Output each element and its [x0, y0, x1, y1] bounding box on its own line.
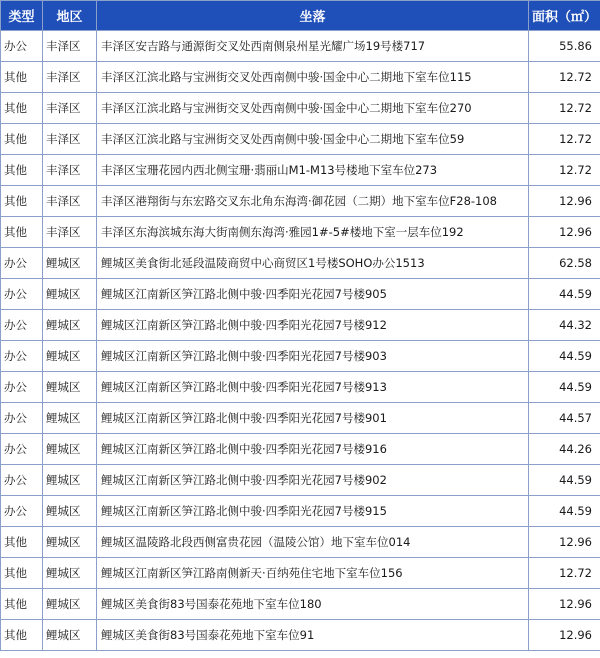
cell-address: 鲤城区美食街83号国泰花苑地下室车位180 — [97, 589, 529, 620]
cell-area: 鲤城区 — [43, 279, 97, 310]
cell-size: 44.59 — [529, 372, 600, 403]
cell-size: 44.59 — [529, 496, 600, 527]
cell-size: 12.72 — [529, 124, 600, 155]
cell-area: 鲤城区 — [43, 527, 97, 558]
header-size: 面积（㎡） — [529, 1, 600, 31]
cell-address: 鲤城区江南新区笋江路北侧中骏·四季阳光花园7号楼912 — [97, 310, 529, 341]
cell-address: 鲤城区江南新区笋江路北侧中骏·四季阳光花园7号楼913 — [97, 372, 529, 403]
table-row — [1, 62, 600, 93]
table-row — [1, 279, 600, 310]
cell-type: 办公 — [1, 403, 43, 434]
cell-type: 其他 — [1, 558, 43, 589]
table-row — [1, 124, 600, 155]
table-row — [1, 372, 600, 403]
cell-size: 12.96 — [529, 186, 600, 217]
cell-area: 鲤城区 — [43, 558, 97, 589]
header-type: 类型 — [1, 1, 43, 31]
cell-size: 44.32 — [529, 310, 600, 341]
cell-address: 鲤城区江南新区笋江路北侧中骏·四季阳光花园7号楼915 — [97, 496, 529, 527]
cell-type: 办公 — [1, 372, 43, 403]
cell-area: 鲤城区 — [43, 372, 97, 403]
cell-area: 丰泽区 — [43, 93, 97, 124]
cell-type: 其他 — [1, 589, 43, 620]
table-body — [1, 31, 600, 651]
cell-area: 鲤城区 — [43, 620, 97, 651]
cell-address: 丰泽区东海滨城东海大街南侧东海湾·雅园1#-5#楼地下室一层车位192 — [97, 217, 529, 248]
cell-type: 其他 — [1, 217, 43, 248]
table-row — [1, 31, 600, 62]
cell-address: 丰泽区江滨北路与宝洲街交叉处西南侧中骏·国金中心二期地下室车位115 — [97, 62, 529, 93]
cell-size: 12.96 — [529, 217, 600, 248]
table-row — [1, 403, 600, 434]
header-area: 地区 — [43, 1, 97, 31]
cell-type: 办公 — [1, 248, 43, 279]
cell-address: 鲤城区温陵路北段西侧富贵花园（温陵公馆）地下室车位014 — [97, 527, 529, 558]
cell-size: 12.72 — [529, 558, 600, 589]
cell-area: 鲤城区 — [43, 341, 97, 372]
cell-size: 44.59 — [529, 279, 600, 310]
cell-area: 鲤城区 — [43, 589, 97, 620]
cell-type: 其他 — [1, 93, 43, 124]
cell-area: 丰泽区 — [43, 62, 97, 93]
cell-address: 丰泽区港翔街与东宏路交叉东北角东海湾·御花园（二期）地下室车位F28-108 — [97, 186, 529, 217]
cell-address: 鲤城区江南新区笋江路北侧中骏·四季阳光花园7号楼901 — [97, 403, 529, 434]
cell-size: 44.26 — [529, 434, 600, 465]
table-header — [1, 1, 600, 31]
cell-type: 办公 — [1, 279, 43, 310]
cell-type: 其他 — [1, 527, 43, 558]
cell-size: 44.59 — [529, 341, 600, 372]
cell-type: 办公 — [1, 310, 43, 341]
cell-area: 丰泽区 — [43, 217, 97, 248]
cell-area: 鲤城区 — [43, 310, 97, 341]
table-row — [1, 465, 600, 496]
cell-address: 鲤城区江南新区笋江路北侧中骏·四季阳光花园7号楼905 — [97, 279, 529, 310]
table-row — [1, 341, 600, 372]
cell-type: 办公 — [1, 341, 43, 372]
cell-address: 鲤城区江南新区笋江路南侧新天·百纳苑住宅地下室车位156 — [97, 558, 529, 589]
cell-area: 鲤城区 — [43, 434, 97, 465]
cell-type: 办公 — [1, 496, 43, 527]
cell-size: 12.96 — [529, 620, 600, 651]
cell-size: 44.57 — [529, 403, 600, 434]
cell-address: 鲤城区美食街北延段温陵商贸中心商贸区1号楼SOHO办公1513 — [97, 248, 529, 279]
cell-type: 其他 — [1, 620, 43, 651]
cell-type: 办公 — [1, 31, 43, 62]
cell-type: 其他 — [1, 62, 43, 93]
header-row — [1, 1, 600, 31]
cell-area: 鲤城区 — [43, 465, 97, 496]
cell-area: 鲤城区 — [43, 403, 97, 434]
cell-size: 12.96 — [529, 589, 600, 620]
table-row — [1, 496, 600, 527]
table-row — [1, 558, 600, 589]
cell-address: 鲤城区江南新区笋江路北侧中骏·四季阳光花园7号楼916 — [97, 434, 529, 465]
table-row — [1, 434, 600, 465]
cell-area: 鲤城区 — [43, 248, 97, 279]
cell-area: 丰泽区 — [43, 155, 97, 186]
cell-area: 鲤城区 — [43, 496, 97, 527]
table-row — [1, 620, 600, 651]
cell-size: 12.96 — [529, 527, 600, 558]
cell-address: 鲤城区江南新区笋江路北侧中骏·四季阳光花园7号楼903 — [97, 341, 529, 372]
table-row — [1, 186, 600, 217]
cell-type: 其他 — [1, 155, 43, 186]
table-row — [1, 589, 600, 620]
cell-size: 12.72 — [529, 155, 600, 186]
cell-size: 12.72 — [529, 93, 600, 124]
table-row — [1, 217, 600, 248]
cell-type: 办公 — [1, 434, 43, 465]
header-address: 坐落 — [97, 1, 529, 31]
table-row — [1, 155, 600, 186]
cell-address: 丰泽区江滨北路与宝洲街交叉处西南侧中骏·国金中心二期地下室车位270 — [97, 93, 529, 124]
cell-address: 丰泽区江滨北路与宝洲街交叉处西南侧中骏·国金中心二期地下室车位59 — [97, 124, 529, 155]
cell-area: 丰泽区 — [43, 31, 97, 62]
cell-size: 12.72 — [529, 62, 600, 93]
table-row — [1, 310, 600, 341]
cell-size: 44.59 — [529, 465, 600, 496]
cell-type: 其他 — [1, 186, 43, 217]
cell-address: 鲤城区美食街83号国泰花苑地下室车位91 — [97, 620, 529, 651]
cell-size: 62.58 — [529, 248, 600, 279]
cell-address: 鲤城区江南新区笋江路北侧中骏·四季阳光花园7号楼902 — [97, 465, 529, 496]
cell-address: 丰泽区宝珊花园内西北侧宝珊·翡丽山M1-M13号楼地下室车位273 — [97, 155, 529, 186]
cell-type: 办公 — [1, 465, 43, 496]
table-row — [1, 93, 600, 124]
cell-area: 丰泽区 — [43, 124, 97, 155]
cell-address: 丰泽区安吉路与通源街交叉处西南侧泉州星光耀广场19号楼717 — [97, 31, 529, 62]
table-row — [1, 248, 600, 279]
cell-area: 丰泽区 — [43, 186, 97, 217]
cell-type: 其他 — [1, 124, 43, 155]
table-row — [1, 527, 600, 558]
cell-size: 55.86 — [529, 31, 600, 62]
